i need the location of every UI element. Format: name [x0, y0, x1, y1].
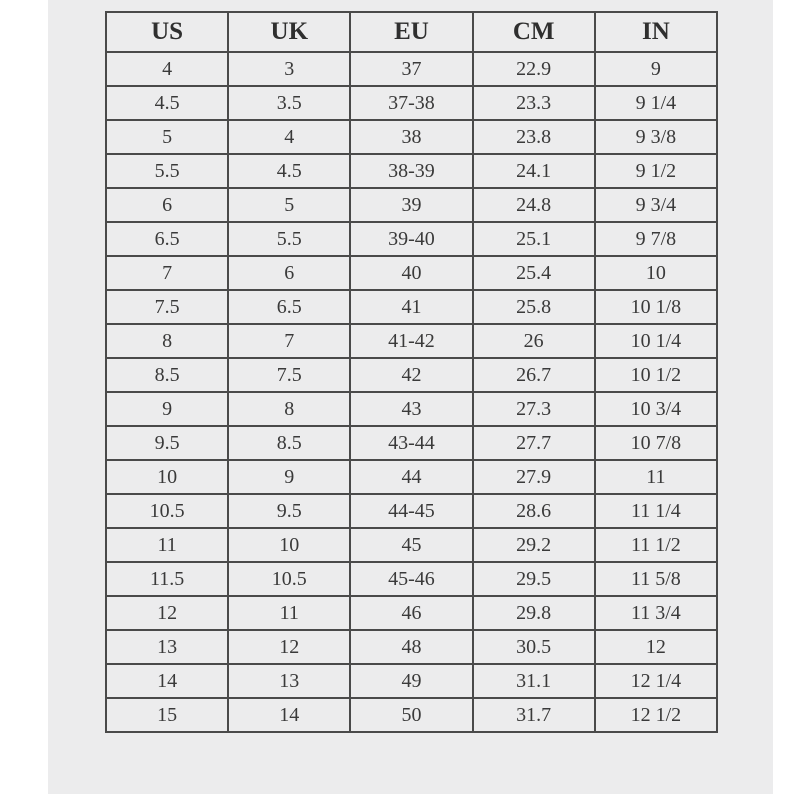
- column-header-in: IN: [595, 12, 717, 52]
- cell-us: 15: [106, 698, 228, 732]
- cell-eu: 49: [350, 664, 472, 698]
- table-row: [106, 392, 717, 426]
- cell-uk: 14: [228, 698, 350, 732]
- cell-us: 7: [106, 256, 228, 290]
- cell-uk: 9.5: [228, 494, 350, 528]
- cell-eu: 50: [350, 698, 472, 732]
- column-header-uk: UK: [228, 12, 350, 52]
- cell-in: 9 3/4: [595, 188, 717, 222]
- cell-cm: 31.7: [473, 698, 595, 732]
- table-row: [106, 630, 717, 664]
- cell-in: 10 3/4: [595, 392, 717, 426]
- cell-eu: 37-38: [350, 86, 472, 120]
- table-row: [106, 596, 717, 630]
- table-row: [106, 290, 717, 324]
- cell-cm: 30.5: [473, 630, 595, 664]
- table-row: [106, 52, 717, 86]
- table-row: [106, 120, 717, 154]
- cell-us: 8: [106, 324, 228, 358]
- cell-us: 8.5: [106, 358, 228, 392]
- cell-cm: 27.3: [473, 392, 595, 426]
- cell-eu: 39-40: [350, 222, 472, 256]
- cell-uk: 3.5: [228, 86, 350, 120]
- cell-in: 12: [595, 630, 717, 664]
- cell-uk: 3: [228, 52, 350, 86]
- cell-cm: 25.1: [473, 222, 595, 256]
- cell-us: 4: [106, 52, 228, 86]
- cell-cm: 22.9: [473, 52, 595, 86]
- cell-cm: 31.1: [473, 664, 595, 698]
- table-row: [106, 188, 717, 222]
- cell-eu: 37: [350, 52, 472, 86]
- cell-uk: 9: [228, 460, 350, 494]
- table-row: [106, 256, 717, 290]
- cell-us: 11: [106, 528, 228, 562]
- cell-uk: 7: [228, 324, 350, 358]
- cell-us: 5: [106, 120, 228, 154]
- cell-cm: 23.3: [473, 86, 595, 120]
- table-row: [106, 460, 717, 494]
- cell-uk: 11: [228, 596, 350, 630]
- cell-cm: 28.6: [473, 494, 595, 528]
- cell-cm: 29.8: [473, 596, 595, 630]
- cell-eu: 41-42: [350, 324, 472, 358]
- cell-uk: 10.5: [228, 562, 350, 596]
- cell-uk: 12: [228, 630, 350, 664]
- cell-us: 11.5: [106, 562, 228, 596]
- cell-eu: 38: [350, 120, 472, 154]
- table-row: [106, 154, 717, 188]
- cell-uk: 13: [228, 664, 350, 698]
- cell-us: 12: [106, 596, 228, 630]
- table-row: [106, 324, 717, 358]
- cell-cm: 25.8: [473, 290, 595, 324]
- cell-us: 10: [106, 460, 228, 494]
- cell-in: 9: [595, 52, 717, 86]
- cell-cm: 29.5: [473, 562, 595, 596]
- column-header-us: US: [106, 12, 228, 52]
- cell-in: 9 7/8: [595, 222, 717, 256]
- cell-cm: 29.2: [473, 528, 595, 562]
- cell-uk: 4: [228, 120, 350, 154]
- cell-cm: 23.8: [473, 120, 595, 154]
- table-row: [106, 222, 717, 256]
- cell-in: 10 7/8: [595, 426, 717, 460]
- cell-us: 14: [106, 664, 228, 698]
- cell-in: 10: [595, 256, 717, 290]
- cell-in: 12 1/2: [595, 698, 717, 732]
- cell-uk: 8.5: [228, 426, 350, 460]
- table-row: [106, 664, 717, 698]
- cell-cm: 24.1: [473, 154, 595, 188]
- cell-uk: 10: [228, 528, 350, 562]
- cell-us: 13: [106, 630, 228, 664]
- cell-eu: 40: [350, 256, 472, 290]
- cell-cm: 24.8: [473, 188, 595, 222]
- table-row: [106, 358, 717, 392]
- cell-eu: 43-44: [350, 426, 472, 460]
- cell-uk: 8: [228, 392, 350, 426]
- cell-eu: 44: [350, 460, 472, 494]
- cell-eu: 38-39: [350, 154, 472, 188]
- cell-cm: 27.7: [473, 426, 595, 460]
- cell-cm: 27.9: [473, 460, 595, 494]
- cell-uk: 6.5: [228, 290, 350, 324]
- cell-us: 4.5: [106, 86, 228, 120]
- header-row: [106, 12, 717, 52]
- cell-us: 6: [106, 188, 228, 222]
- cell-cm: 26.7: [473, 358, 595, 392]
- column-header-eu: EU: [350, 12, 472, 52]
- cell-uk: 5: [228, 188, 350, 222]
- cell-eu: 42: [350, 358, 472, 392]
- table-row: [106, 494, 717, 528]
- cell-eu: 45-46: [350, 562, 472, 596]
- cell-uk: 6: [228, 256, 350, 290]
- cell-cm: 25.4: [473, 256, 595, 290]
- cell-in: 11: [595, 460, 717, 494]
- cell-eu: 45: [350, 528, 472, 562]
- cell-us: 10.5: [106, 494, 228, 528]
- table-row: [106, 698, 717, 732]
- cell-in: 11 1/2: [595, 528, 717, 562]
- cell-eu: 44-45: [350, 494, 472, 528]
- cell-uk: 7.5: [228, 358, 350, 392]
- cell-eu: 39: [350, 188, 472, 222]
- size-chart-header: [106, 12, 717, 52]
- cell-in: 10 1/4: [595, 324, 717, 358]
- size-chart-body: [106, 52, 717, 732]
- cell-in: 10 1/2: [595, 358, 717, 392]
- table-row: [106, 426, 717, 460]
- cell-in: 9 3/8: [595, 120, 717, 154]
- cell-us: 9: [106, 392, 228, 426]
- cell-uk: 5.5: [228, 222, 350, 256]
- cell-in: 11 3/4: [595, 596, 717, 630]
- cell-us: 5.5: [106, 154, 228, 188]
- cell-eu: 43: [350, 392, 472, 426]
- cell-eu: 48: [350, 630, 472, 664]
- cell-uk: 4.5: [228, 154, 350, 188]
- cell-in: 11 5/8: [595, 562, 717, 596]
- cell-eu: 41: [350, 290, 472, 324]
- table-row: [106, 562, 717, 596]
- cell-in: 11 1/4: [595, 494, 717, 528]
- cell-in: 9 1/4: [595, 86, 717, 120]
- cell-in: 9 1/2: [595, 154, 717, 188]
- column-header-cm: CM: [473, 12, 595, 52]
- size-chart-table: [105, 11, 718, 733]
- cell-cm: 26: [473, 324, 595, 358]
- cell-eu: 46: [350, 596, 472, 630]
- cell-us: 6.5: [106, 222, 228, 256]
- table-row: [106, 528, 717, 562]
- cell-us: 7.5: [106, 290, 228, 324]
- cell-in: 12 1/4: [595, 664, 717, 698]
- cell-in: 10 1/8: [595, 290, 717, 324]
- cell-us: 9.5: [106, 426, 228, 460]
- table-row: [106, 86, 717, 120]
